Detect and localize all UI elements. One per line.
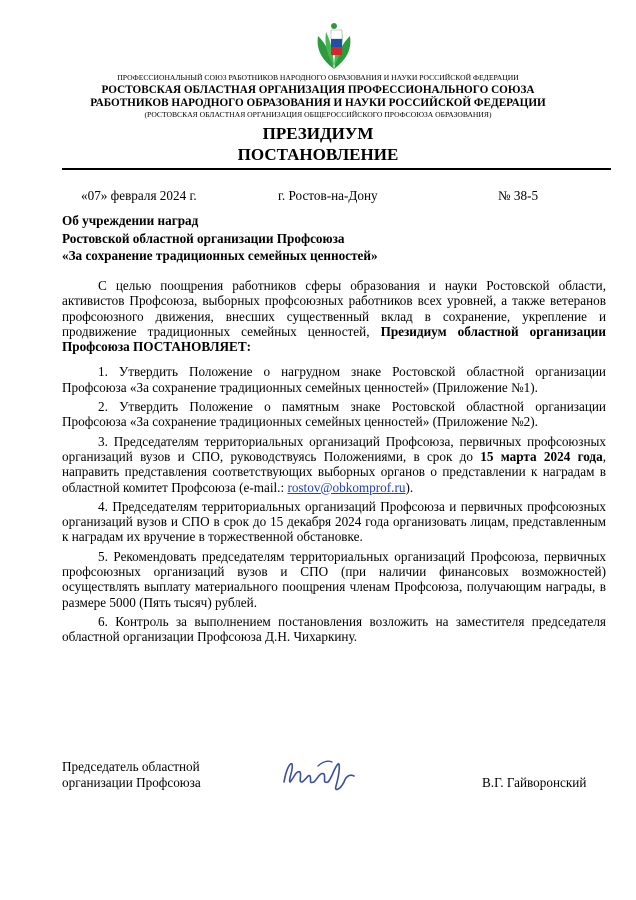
resolution-item-1: 1. Утвердить Положение о нагрудном знаке Ростовской областной организации Профсоюза «За сохранение традиционных семейных ценностей» (Приложение №1). [62,364,606,395]
item-3-text-end: ). [405,479,414,495]
document-type-title: ПОСТАНОВЛЕНИЕ [237,145,399,164]
document-number: № 38-5 [498,188,539,203]
deadline-date: 15 марта 2024 года [480,448,603,464]
position-line: Председатель областной [62,759,200,774]
union-logo-icon [310,22,358,72]
resolution-item-5: 5. Рекомендовать председателям территориальных организаций Профсоюза, первичных профсоюзных организаций вузов и СПО (при наличии финансовых возможностей) осуществлять выплату материального поощрения членам Профсоюза, получающим награды, в размере 5000 (Пять тысяч) рублей. [62,548,606,610]
org-name-subtitle: (РОСТОВСКАЯ ОБЛАСТНАЯ ОРГАНИЗАЦИЯ ОБЩЕРОССИЙСКОГО ПРОФСОЮЗА ОБРАЗОВАНИЯ) [144,110,492,119]
preamble-text: С целью поощрения работников сферы образования и науки Ростовской области, активистов Профсоюза, выборных профсоюзных работников всех уровней, а также ветеранов профсоюзного движения, внесших существенный вклад в сохранение, укрепление и продвижение традиционных семейных ценностей, [62,278,606,339]
document-subject [62,212,482,265]
document-body [62,278,606,645]
position-line: организации Профсоюза [62,775,201,790]
document-body-title: ПРЕЗИДИУМ [262,124,374,143]
subject-line: «За сохранение традиционных семейных ценностей» [62,248,378,263]
signatory-name: В.Г. Гайворонский [482,775,587,790]
resolution-statement: Президиум областной организации Профсоюза ПОСТАНОВЛЯЕТ: [62,323,606,355]
document-city: г. Ростов-на-Дону [278,188,378,203]
preamble-paragraph [62,278,606,354]
resolution-item-2: 2. Утвердить Положение о памятным знаке Ростовской областной организации Профсоюза «За сохранение традиционных семейных ценностей» (Приложение №2). [62,399,606,430]
signatory-position [62,759,201,791]
handwritten-signature [278,752,358,794]
org-parent-union: ПРОФЕССИОНАЛЬНЫЙ СОЮЗ РАБОТНИКОВ НАРОДНОГО ОБРАЗОВАНИЯ И НАУКИ РОССИЙСКОЙ ФЕДЕРАЦИИ [117,73,519,82]
resolution-item-6: 6. Контроль за выполнением постановления возложить на заместителя председателя областной организации Профсоюза Д.Н. Чихаркину. [62,613,606,645]
resolution-item-3 [62,434,606,495]
resolution-item-4: 4. Председателям территориальных организаций Профсоюза и первичных профсоюзных организаций вузов и СПО в срок до 15 декабря 2024 года организовать лицам, представленным к наградам их вручение в торжественной обстановке. [62,498,606,545]
email-link[interactable]: rostov@obkomprof.ru [287,479,406,495]
document-date: «07» февраля 2024 г. [81,188,197,203]
subject-line: Ростовской областной организации Профсоюза [62,230,345,246]
org-name-line-2: РАБОТНИКОВ НАРОДНОГО ОБРАЗОВАНИЯ И НАУКИ РОССИЙСКОЙ ФЕДЕРАЦИИ [90,97,546,109]
item-3-text-cont: , направить представления соответствующих выборных органов о представлении к наградам в областной комитет Профсоюза (e-mail.: [62,448,606,495]
header-divider [62,168,611,170]
item-3-text: 3. Председателям территориальных организаций Профсоюза, первичных профсоюзных организаций вузов и СПО, руководствуясь Положениями, в срок до [62,433,606,464]
org-name-line-1: РОСТОВСКАЯ ОБЛАСТНАЯ ОРГАНИЗАЦИЯ ПРОФЕССИОНАЛЬНОГО СОЮЗА [101,84,535,96]
subject-line: Об учреждении наград [62,213,199,228]
